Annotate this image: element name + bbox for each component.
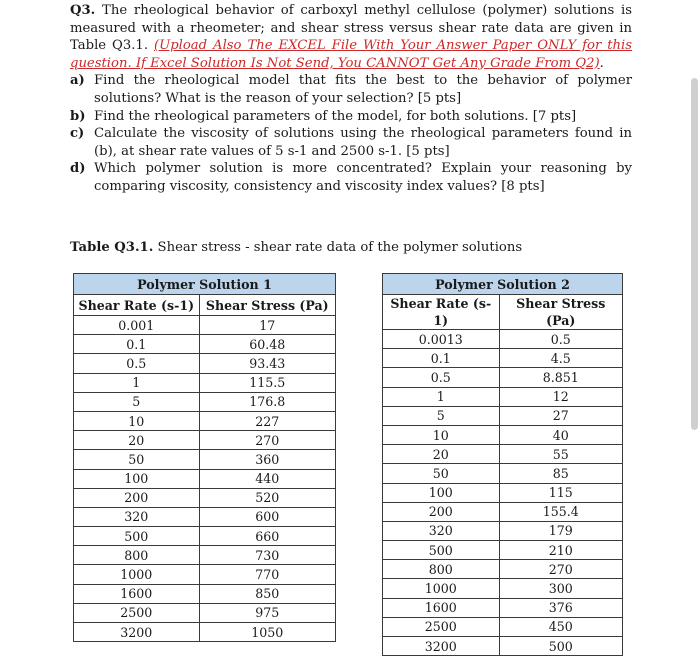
- table-row: [383, 483, 623, 502]
- shear-stress-cell: 500: [499, 637, 622, 656]
- shear-rate-cell: 200: [74, 488, 200, 507]
- table-row: [74, 546, 336, 565]
- shear-stress-cell: 155.4: [499, 502, 622, 521]
- shear-rate-cell: 800: [383, 560, 500, 579]
- shear-stress-cell: 270: [199, 431, 335, 450]
- shear-rate-cell: 320: [74, 507, 200, 526]
- table-row: [74, 373, 336, 392]
- question-label: Q3.: [70, 3, 96, 18]
- shear-rate-cell: 20: [383, 445, 500, 464]
- table-caption-text: Shear stress - shear rate data of the polymer solutions: [153, 240, 523, 255]
- table-caption-label: Table Q3.1.: [70, 240, 154, 255]
- table-row: [74, 507, 336, 526]
- shear-rate-cell: 1: [74, 373, 200, 392]
- table-row: [74, 450, 336, 469]
- shear-rate-cell: 1600: [74, 584, 200, 603]
- shear-stress-header: Shear Stress (Pa): [199, 295, 335, 316]
- table-row: [383, 349, 623, 368]
- shear-rate-cell: 2500: [383, 617, 500, 636]
- shear-rate-cell: 5: [383, 406, 500, 425]
- shear-stress-cell: 450: [499, 617, 622, 636]
- part-b: [70, 108, 632, 126]
- shear-rate-cell: 0.5: [74, 354, 200, 373]
- shear-rate-cell: 320: [383, 521, 500, 540]
- shear-stress-cell: 176.8: [199, 392, 335, 411]
- shear-rate-cell: 0.5: [383, 368, 500, 387]
- shear-rate-cell: 20: [74, 431, 200, 450]
- question-intro-text: The rheological behavior of carboxyl methyl cellulose (polymer) solutions is measured with a rheometer; and shear stress versus shear rate data are given in Table Q3.1.: [70, 3, 632, 54]
- part-c-label: c): [70, 126, 85, 142]
- shear-rate-cell: 2500: [74, 603, 200, 622]
- table-row: [383, 637, 623, 656]
- table-row: [383, 579, 623, 598]
- shear-stress-cell: 360: [199, 450, 335, 469]
- shear-rate-cell: 3200: [383, 637, 500, 656]
- shear-rate-cell: 100: [383, 483, 500, 502]
- shear-stress-cell: 975: [199, 603, 335, 622]
- table-row: [383, 560, 623, 579]
- table-row: [383, 330, 623, 349]
- table-title: Polymer Solution 1: [74, 274, 336, 295]
- part-c: [70, 125, 632, 160]
- shear-rate-cell: 1600: [383, 598, 500, 617]
- shear-stress-cell: 27: [499, 406, 622, 425]
- scrollbar[interactable]: [691, 78, 698, 430]
- table-row: [74, 469, 336, 488]
- shear-rate-cell: 0.001: [74, 316, 200, 335]
- question-intro: [70, 2, 632, 72]
- part-b-label: b): [70, 108, 86, 124]
- table-row: [74, 354, 336, 373]
- part-c-text: Calculate the viscosity of solutions using the rheological parameters found in (b), at shear rate values of 5 s-1 and 2500 s-1. [5 pts]: [94, 126, 632, 159]
- shear-rate-cell: 1000: [74, 565, 200, 584]
- table-row: [74, 488, 336, 507]
- shear-stress-cell: 115: [499, 483, 622, 502]
- shear-stress-cell: 376: [499, 598, 622, 617]
- table-row: [383, 521, 623, 540]
- table-body: [74, 316, 336, 642]
- shear-stress-cell: 600: [199, 507, 335, 526]
- table-row: [74, 584, 336, 603]
- shear-stress-cell: 660: [199, 527, 335, 546]
- table-row: [74, 431, 336, 450]
- shear-rate-cell: 200: [383, 502, 500, 521]
- shear-rate-cell: 10: [383, 425, 500, 444]
- part-a: [70, 72, 632, 107]
- shear-rate-cell: 0.0013: [383, 330, 500, 349]
- table-row: [383, 502, 623, 521]
- shear-stress-cell: 730: [199, 546, 335, 565]
- table-row: [383, 406, 623, 425]
- shear-rate-cell: 0.1: [74, 335, 200, 354]
- part-d-text: Which polymer solution is more concentrated? Explain your reasoning by comparing viscosity, consistency and viscosity index values? [8 pts]: [94, 161, 632, 194]
- shear-rate-cell: 500: [383, 541, 500, 560]
- table-row: [383, 368, 623, 387]
- shear-rate-header: Shear Rate (s-1): [383, 295, 500, 330]
- shear-stress-header: Shear Stress (Pa): [499, 295, 622, 330]
- table-row: [74, 392, 336, 411]
- part-d: [70, 160, 632, 195]
- shear-stress-cell: 40: [499, 425, 622, 444]
- question-block: [70, 2, 632, 196]
- excel-warning-link[interactable]: (Upload Also The EXCEL File With Your Answer Paper ONLY for this question. If Excel Solution Is Not Send, You CANNOT Get Any Grade From Q2): [70, 38, 632, 71]
- shear-stress-cell: 179: [499, 521, 622, 540]
- shear-rate-header: Shear Rate (s-1): [74, 295, 200, 316]
- part-a-text: Find the rheological model that fits the best to the behavior of polymer solutions? What is the reason of your selection? [5 pts]: [94, 73, 632, 106]
- shear-stress-cell: 770: [199, 565, 335, 584]
- shear-rate-cell: 800: [74, 546, 200, 565]
- table-row: [383, 387, 623, 406]
- shear-stress-cell: 4.5: [499, 349, 622, 368]
- table-row: [383, 541, 623, 560]
- shear-stress-cell: 227: [199, 411, 335, 430]
- shear-stress-cell: 0.5: [499, 330, 622, 349]
- table-row: [383, 598, 623, 617]
- polymer-solution-1-table: [73, 273, 336, 642]
- shear-stress-cell: 85: [499, 464, 622, 483]
- table-body: [383, 330, 623, 656]
- table-row: [74, 411, 336, 430]
- shear-stress-cell: 60.48: [199, 335, 335, 354]
- shear-stress-cell: 300: [499, 579, 622, 598]
- shear-rate-cell: 1: [383, 387, 500, 406]
- shear-stress-cell: 8.851: [499, 368, 622, 387]
- table-row: [74, 565, 336, 584]
- shear-stress-cell: 55: [499, 445, 622, 464]
- shear-rate-cell: 100: [74, 469, 200, 488]
- shear-rate-cell: 10: [74, 411, 200, 430]
- shear-stress-cell: 520: [199, 488, 335, 507]
- shear-stress-cell: 1050: [199, 623, 335, 642]
- shear-rate-cell: 3200: [74, 623, 200, 642]
- table-row: [383, 464, 623, 483]
- shear-rate-cell: 500: [74, 527, 200, 546]
- shear-rate-cell: 5: [74, 392, 200, 411]
- table-title: Polymer Solution 2: [383, 274, 623, 295]
- shear-rate-cell: 50: [74, 450, 200, 469]
- table-row: [74, 335, 336, 354]
- shear-rate-cell: 50: [383, 464, 500, 483]
- shear-stress-cell: 440: [199, 469, 335, 488]
- warning-end: .: [599, 55, 604, 71]
- part-b-text: Find the rheological parameters of the model, for both solutions. [7 pts]: [94, 108, 577, 124]
- table-row: [74, 603, 336, 622]
- table-row: [74, 316, 336, 335]
- table-row: [383, 617, 623, 636]
- table-row: [74, 527, 336, 546]
- shear-stress-cell: 270: [499, 560, 622, 579]
- table-caption: [70, 240, 522, 255]
- shear-stress-cell: 850: [199, 584, 335, 603]
- shear-stress-cell: 210: [499, 541, 622, 560]
- shear-stress-cell: 12: [499, 387, 622, 406]
- polymer-solution-2-table: [382, 273, 623, 656]
- table-row: [383, 425, 623, 444]
- shear-rate-cell: 0.1: [383, 349, 500, 368]
- part-d-label: d): [70, 161, 86, 177]
- shear-stress-cell: 115.5: [199, 373, 335, 392]
- table-row: [383, 445, 623, 464]
- shear-stress-cell: 17: [199, 316, 335, 335]
- part-a-label: a): [70, 73, 85, 89]
- table-row: [74, 623, 336, 642]
- shear-rate-cell: 1000: [383, 579, 500, 598]
- shear-stress-cell: 93.43: [199, 354, 335, 373]
